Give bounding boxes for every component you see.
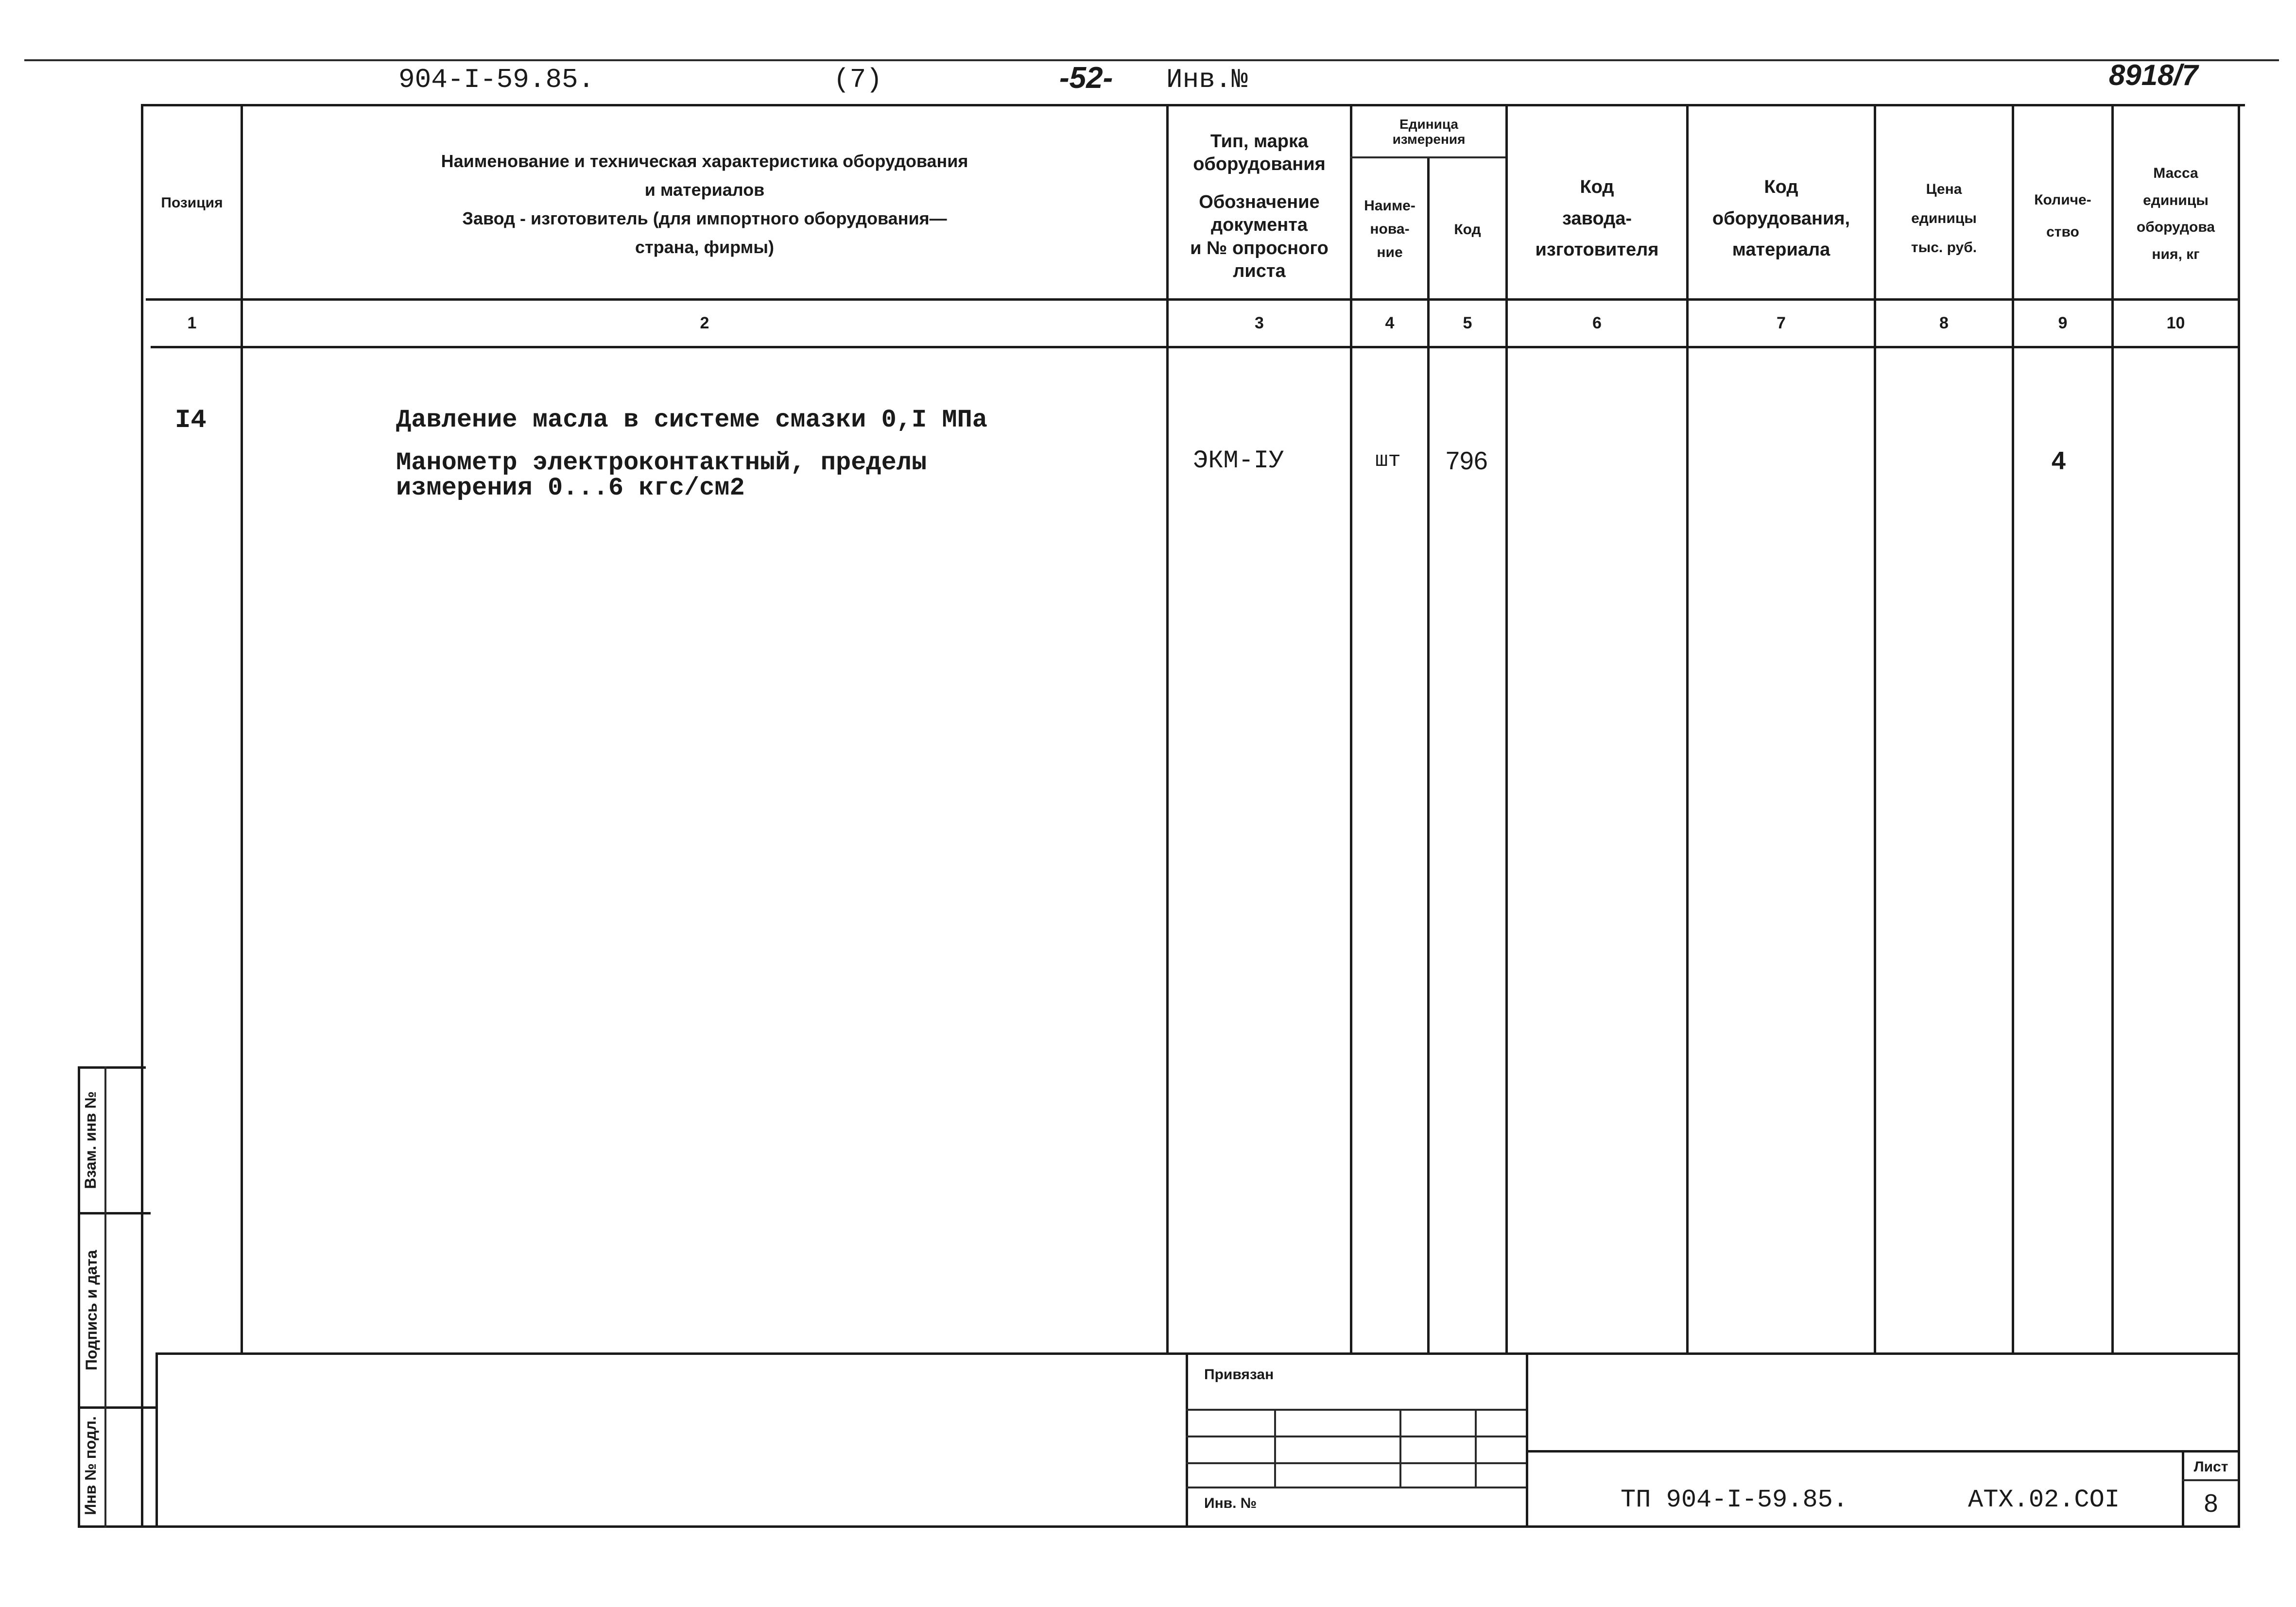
column-number-3: 3	[1255, 313, 1264, 332]
header-mass	[2114, 136, 2238, 291]
header-unit-name-line-1: Наиме-	[1364, 198, 1416, 214]
header-name	[243, 126, 1166, 282]
header-type	[1169, 121, 1350, 291]
signature-date-label: Подпись и дата	[83, 1250, 100, 1370]
column-number-5: 5	[1463, 313, 1472, 332]
project-code: ТП 904-I-59.85.	[1621, 1486, 1848, 1514]
column-number-8: 8	[1939, 313, 1949, 332]
header-factory-code-line-2: завода-	[1562, 208, 1632, 229]
header-type-line-3: Обозначение	[1199, 191, 1320, 212]
header-type-line-5: и № опросного	[1190, 238, 1329, 258]
column-number-1: 1	[187, 313, 197, 332]
attached-section-left-border	[1186, 1352, 1188, 1528]
header-equipment-code-line-1: Код	[1764, 177, 1798, 198]
side-stamp-inner-border	[104, 1066, 106, 1528]
attached-section-right-border	[1526, 1352, 1528, 1528]
sheet-marker: (7)	[833, 64, 882, 95]
attached-grid-vline-2	[1399, 1409, 1401, 1487]
attached-grid-vline-3	[1475, 1409, 1477, 1487]
attached-grid-vline-1	[1274, 1409, 1276, 1487]
page-number: -52-	[1059, 61, 1113, 95]
replacement-inventory-label: Взам. инв №	[82, 1091, 99, 1189]
row-title: Давление масла в системе смазки 0,I МПа	[396, 406, 987, 434]
column-number-6: 6	[1592, 313, 1602, 332]
document-code: АТХ.02.СОI	[1968, 1486, 2120, 1514]
header-equipment-code-line-2: оборудования,	[1712, 208, 1850, 229]
side-stamp-left-border	[78, 1066, 80, 1528]
column-number-7: 7	[1777, 313, 1786, 332]
header-unit-name	[1352, 160, 1427, 298]
header-unit-group-line-1: Единица	[1399, 117, 1458, 132]
sheet-box-divider	[2182, 1479, 2238, 1481]
column-divider-8	[2012, 104, 2014, 1352]
doc-code: 904-I-59.85.	[398, 64, 595, 95]
header-price-line-1: Цена	[1926, 181, 1962, 197]
title-block-top-border	[155, 1352, 2240, 1355]
header-type-line-1: Тип, марка	[1210, 131, 1309, 152]
header-equipment-code-line-3: материала	[1732, 239, 1830, 260]
row-position: I4	[175, 406, 207, 435]
row-description-line-1: Манометр электроконтактный, пределы	[396, 448, 927, 477]
header-mass-line-3: оборудова	[2136, 219, 2215, 235]
unit-group-divider	[1350, 156, 1505, 158]
header-unit-name-line-3: ние	[1377, 244, 1403, 260]
header-equipment-code	[1689, 146, 1874, 291]
header-name-line-4: страна, фирмы)	[635, 237, 774, 257]
header-quantity-line-2: ство	[2046, 224, 2079, 240]
header-position-label: Позиция	[161, 194, 223, 211]
header-quantity-line-1: Количе-	[2034, 192, 2091, 208]
row-description-line-2: измерения 0...6 кгс/см2	[396, 474, 745, 502]
row-unit-name: шт	[1375, 448, 1401, 473]
header-factory-code-line-3: изготовителя	[1535, 239, 1659, 260]
header-unit-group	[1352, 108, 1505, 156]
row-quantity: 4	[2052, 447, 2066, 475]
original-inventory-label: Инв № подл.	[82, 1416, 99, 1515]
header-quantity	[2014, 146, 2111, 287]
title-block-left-border	[155, 1352, 158, 1528]
inventory-label: Инв.№	[1166, 64, 1248, 95]
header-price	[1876, 146, 2012, 291]
header-price-line-2: единицы	[1911, 210, 1977, 226]
header-mass-line-2: единицы	[2143, 192, 2209, 208]
table-top-border	[141, 104, 2245, 106]
column-number-9: 9	[2058, 313, 2068, 332]
table-right-border	[2238, 104, 2240, 1527]
top-border-line	[24, 59, 2279, 61]
code-section-top-border	[1526, 1450, 2238, 1453]
column-number-10: 10	[2166, 313, 2185, 332]
header-name-line-2: и материалов	[644, 180, 765, 200]
header-mass-line-4: ния, кг	[2152, 246, 2200, 262]
header-type-line-4: документа	[1211, 215, 1308, 235]
row-unit-code: 796	[1446, 447, 1488, 475]
column-divider-1	[241, 104, 243, 1352]
header-mass-line-1: Масса	[2153, 165, 2198, 181]
header-type-line-6: листа	[1233, 261, 1286, 281]
column-number-2: 2	[700, 313, 709, 332]
header-type-line-2: оборудования	[1193, 154, 1326, 174]
header-unit-code	[1430, 160, 1505, 298]
header-position	[143, 107, 241, 298]
header-unit-name-line-2: нова-	[1370, 221, 1410, 237]
header-name-line-1: Наименование и техническая характеристика оборудования	[441, 151, 968, 171]
attached-grid-line-4	[1186, 1487, 1526, 1488]
row-type: ЭКМ-IУ	[1193, 446, 1284, 475]
header-factory-code	[1508, 146, 1686, 291]
header-unit-group-line-2: измерения	[1392, 132, 1466, 147]
header-price-line-3: тыс. руб.	[1911, 239, 1977, 256]
sheet-number: 8	[2204, 1489, 2218, 1518]
archive-number: 8918/7	[2109, 59, 2198, 91]
attached-label: Привязан	[1204, 1367, 1274, 1383]
header-bottom-border	[146, 298, 2240, 301]
sheet-label: Лист	[2193, 1459, 2228, 1475]
inventory-number-label: Инв. №	[1204, 1495, 1257, 1511]
header-unit-code-label: Код	[1454, 221, 1481, 238]
page-bottom-border	[78, 1525, 2240, 1528]
header-factory-code-line-1: Код	[1580, 177, 1614, 198]
header-name-line-3: Завод - изготовитель (для импортного оборудования—	[462, 208, 947, 228]
column-number-4: 4	[1385, 313, 1395, 332]
column-numbers-bottom-border	[151, 346, 2240, 348]
